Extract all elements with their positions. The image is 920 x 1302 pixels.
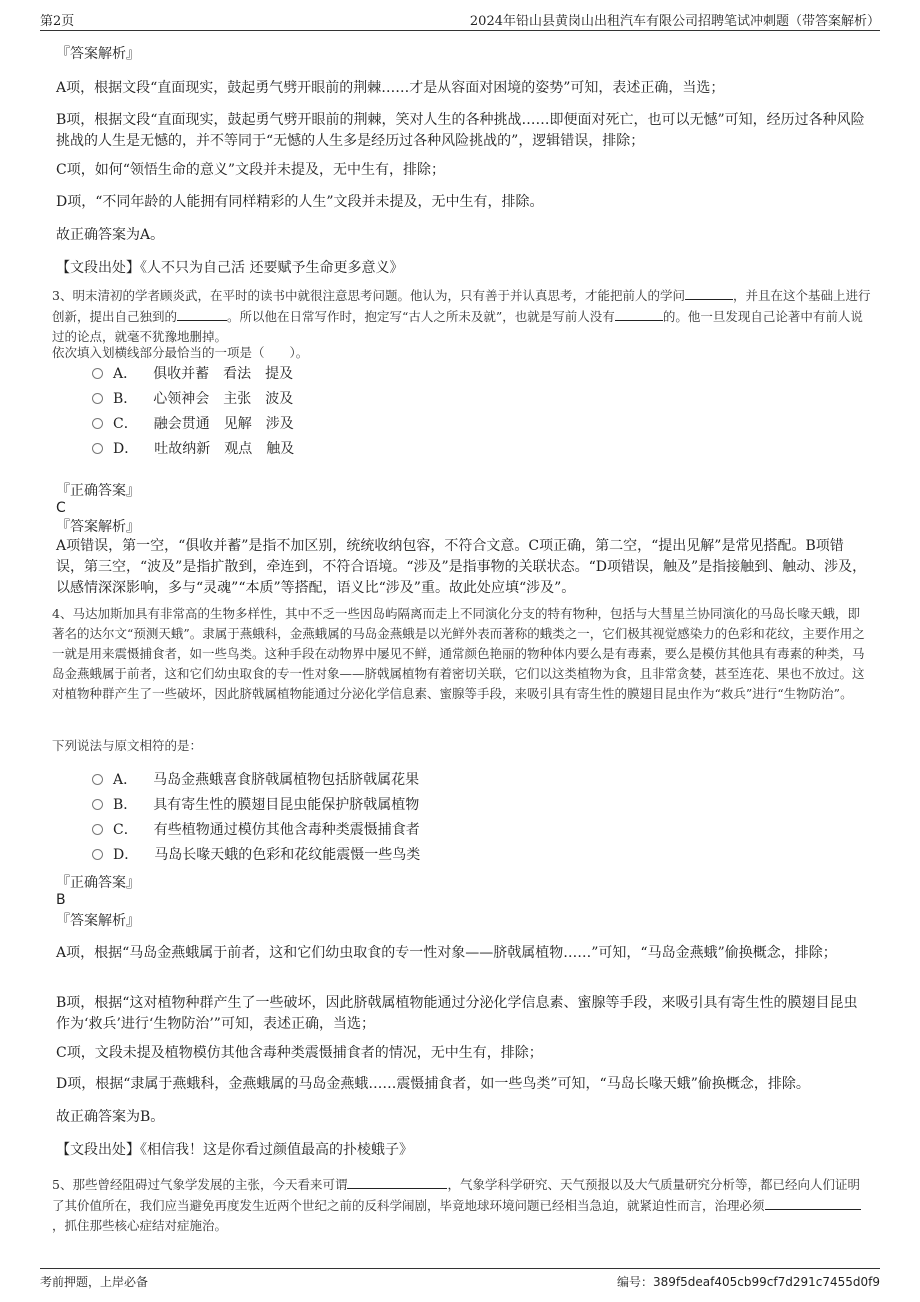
page-footer	[40, 1268, 880, 1291]
footer-slogan: 考前押题，上岸必备	[40, 1275, 149, 1289]
q4-option-d[interactable]: D． 马岛长喙天蛾的色彩和花纹能震慑一些鸟类	[92, 845, 420, 865]
q4-option-a[interactable]: A． 马岛金燕蛾喜食脐戟属植物包括脐戟属花果	[92, 770, 419, 790]
q3-option-c[interactable]: C． 融会贯通 见解 涉及	[92, 414, 294, 434]
question-5-stem: 5、那些曾经阻碍过气象学发展的主张，今天看来可谓 ，气象学科学研究、天气预报以及大气质量研究分析等，都已经向人们证明了其价值所在，我们应当避免再度发生近两个世纪之前的反科学闹剧，毕竟地球环境问题已经相当急迫，就紧迫性而言，治理必须，抓住那些核心症结对症施治。	[52, 1174, 872, 1236]
document-title: 2024年铅山县黄岗山出租汽车有限公司招聘笔试冲刺题（带答案解析）	[469, 14, 880, 29]
radio-icon[interactable]	[92, 368, 103, 379]
radio-icon[interactable]	[92, 824, 103, 835]
source: 【文段出处】《人不只为自己活 还要赋予生命更多意义》	[56, 260, 404, 276]
document-id: 编号：389f5deaf405cb99cf7d291c7455d0f9	[617, 1275, 880, 1289]
q3-option-b[interactable]: B． 心领神会 主张 波及	[92, 389, 293, 409]
analysis-option-a: A项，根据文段“直面现实，鼓起勇气劈开眼前的荆棘……才是从容面对困境的姿势”可知，表述正确，当选；	[56, 80, 725, 96]
q4-analysis-option-a: A项，根据“马岛金燕蛾属于前者，这和它们幼虫取食的专一性对象——脐戟属植物……”可知，“马岛金燕蛾”偷换概念，排除；	[56, 945, 837, 961]
page-number: 第2页	[40, 14, 75, 29]
question-3-stem: 3、明末清初的学者顾炎武，在平时的读书中就很注意思考问题。他认为，只有善于并认真思考，才能把前人的学问 ，并且在这个基础上进行创新，提出自己独到的 。所以他在日常写作时，抱定写“古人之所未及就”，也就是写前人没有 的。他一旦发现自己论著中有前人说过的论点，就毫不犹豫地删掉。	[52, 285, 872, 347]
q4-answer: B	[56, 892, 66, 908]
analysis-option-d: D项，“不同年龄的人能拥有同样精彩的人生”文段并未提及，无中生有，排除。	[56, 194, 544, 210]
radio-icon[interactable]	[92, 393, 103, 404]
analysis-option-c: C项，如何“领悟生命的意义”文段并未提及，无中生有，排除；	[56, 162, 446, 178]
q3-analysis: A项错误，第一空，“俱收并蓄”是指不加区别，统统收纳包容，不符合文意。C项正确，第二空，“提出见解”是常见搭配。B项错误，第三空，“波及”是指扩散到，牵连到，不符合语境。“涉及”是指事物的关联状态。“D项错误，触及”是指接触到、触动、涉及，以感情深深影响，多与“灵魂”“本质”等搭配，语义比“涉及”重。故此处应填“涉及”。	[56, 538, 867, 596]
radio-icon[interactable]	[92, 799, 103, 810]
conclusion: 故正确答案为A。	[56, 227, 165, 243]
question-3-instruction: 依次填入划横线部分最恰当的一项是（ ）。	[52, 345, 309, 360]
page-header	[40, 8, 880, 31]
analysis-label: 『答案解析』	[56, 46, 140, 62]
radio-icon[interactable]	[92, 443, 103, 454]
q3-answer: C	[56, 500, 66, 516]
q4-analysis-option-c: C项，文段未提及植物模仿其他含毒种类震慑捕食者的情况，无中生有，排除；	[56, 1045, 543, 1061]
question-4-instruction: 下列说法与原文相符的是：	[52, 738, 203, 753]
q3-analysis-label: 『答案解析』	[56, 519, 140, 535]
q4-option-b[interactable]: B． 具有寄生性的膜翅目昆虫能保护脐戟属植物	[92, 795, 419, 815]
radio-icon[interactable]	[92, 418, 103, 429]
analysis-option-b: B项，根据文段“直面现实，鼓起勇气劈开眼前的荆棘，笑对人生的各种挑战……即便面对死亡，也可以无憾”可知，经历过各种风险挑战的人生是无憾的，并不等同于“无憾的人生多是经历过各种风险挑战的”，逻辑错误，排除；	[56, 112, 865, 149]
question-4-passage: 4、马达加斯加具有非常高的生物多样性，其中不乏一些因岛屿隔离而走上不同演化分支的特有物种，包括与大彗星兰协同演化的马岛长喙天蛾，即著名的达尔文“预测天蛾”。隶属于燕蛾科，金燕蛾属的马岛金燕蛾是以光鲜外表而著称的蛾类之一，它们极其视觉感染力的色彩和花纹，主要作用之一就是用来震慑捕食者，如一些鸟类。这种手段在动物界中屡见不鲜，通常颜色艳丽的物种体内要么是有毒素，要么是模仿其他具有毒素的种类，马岛金燕蛾属于前者，这和它们幼虫取食的专一性对象——脐戟属植物有着密切关联，它们以这类植物为食，且非常贪婪，甚至连花、果也不放过。这对植物种群产生了一些破坏，因此脐戟属植物能通过分泌化学信息素、蜜腺等手段，来吸引具有寄生性的膜翅目昆虫作为“救兵”进行“生物防治”。	[52, 606, 865, 701]
q4-option-c[interactable]: C． 有些植物通过模仿其他含毒种类震慑捕食者	[92, 820, 420, 840]
q3-answer-label: 『正确答案』	[56, 483, 140, 499]
radio-icon[interactable]	[92, 849, 103, 860]
q4-analysis-option-b: B项，根据“这对植物种群产生了一些破坏，因此脐戟属植物能通过分泌化学信息素、蜜腺等手段，来吸引具有寄生性的膜翅目昆虫作为‘救兵’进行‘生物防治’”可知，表述正确，当选；	[56, 995, 858, 1032]
q4-conclusion: 故正确答案为B。	[56, 1109, 165, 1125]
radio-icon[interactable]	[92, 774, 103, 785]
q4-answer-label: 『正确答案』	[56, 875, 140, 891]
q4-analysis-option-d: D项，根据“隶属于燕蛾科，金燕蛾属的马岛金燕蛾……震慑捕食者，如一些鸟类”可知，“马岛长喙天蛾”偷换概念，排除。	[56, 1076, 810, 1092]
q4-source: 【文段出处】《相信我！这是你看过颜值最高的扑棱蛾子》	[56, 1142, 413, 1158]
q4-analysis-label: 『答案解析』	[56, 913, 140, 929]
q3-option-a[interactable]: A． 俱收并蓄 看法 提及	[92, 364, 293, 384]
q3-option-d[interactable]: D． 吐故纳新 观点 触及	[92, 439, 294, 459]
